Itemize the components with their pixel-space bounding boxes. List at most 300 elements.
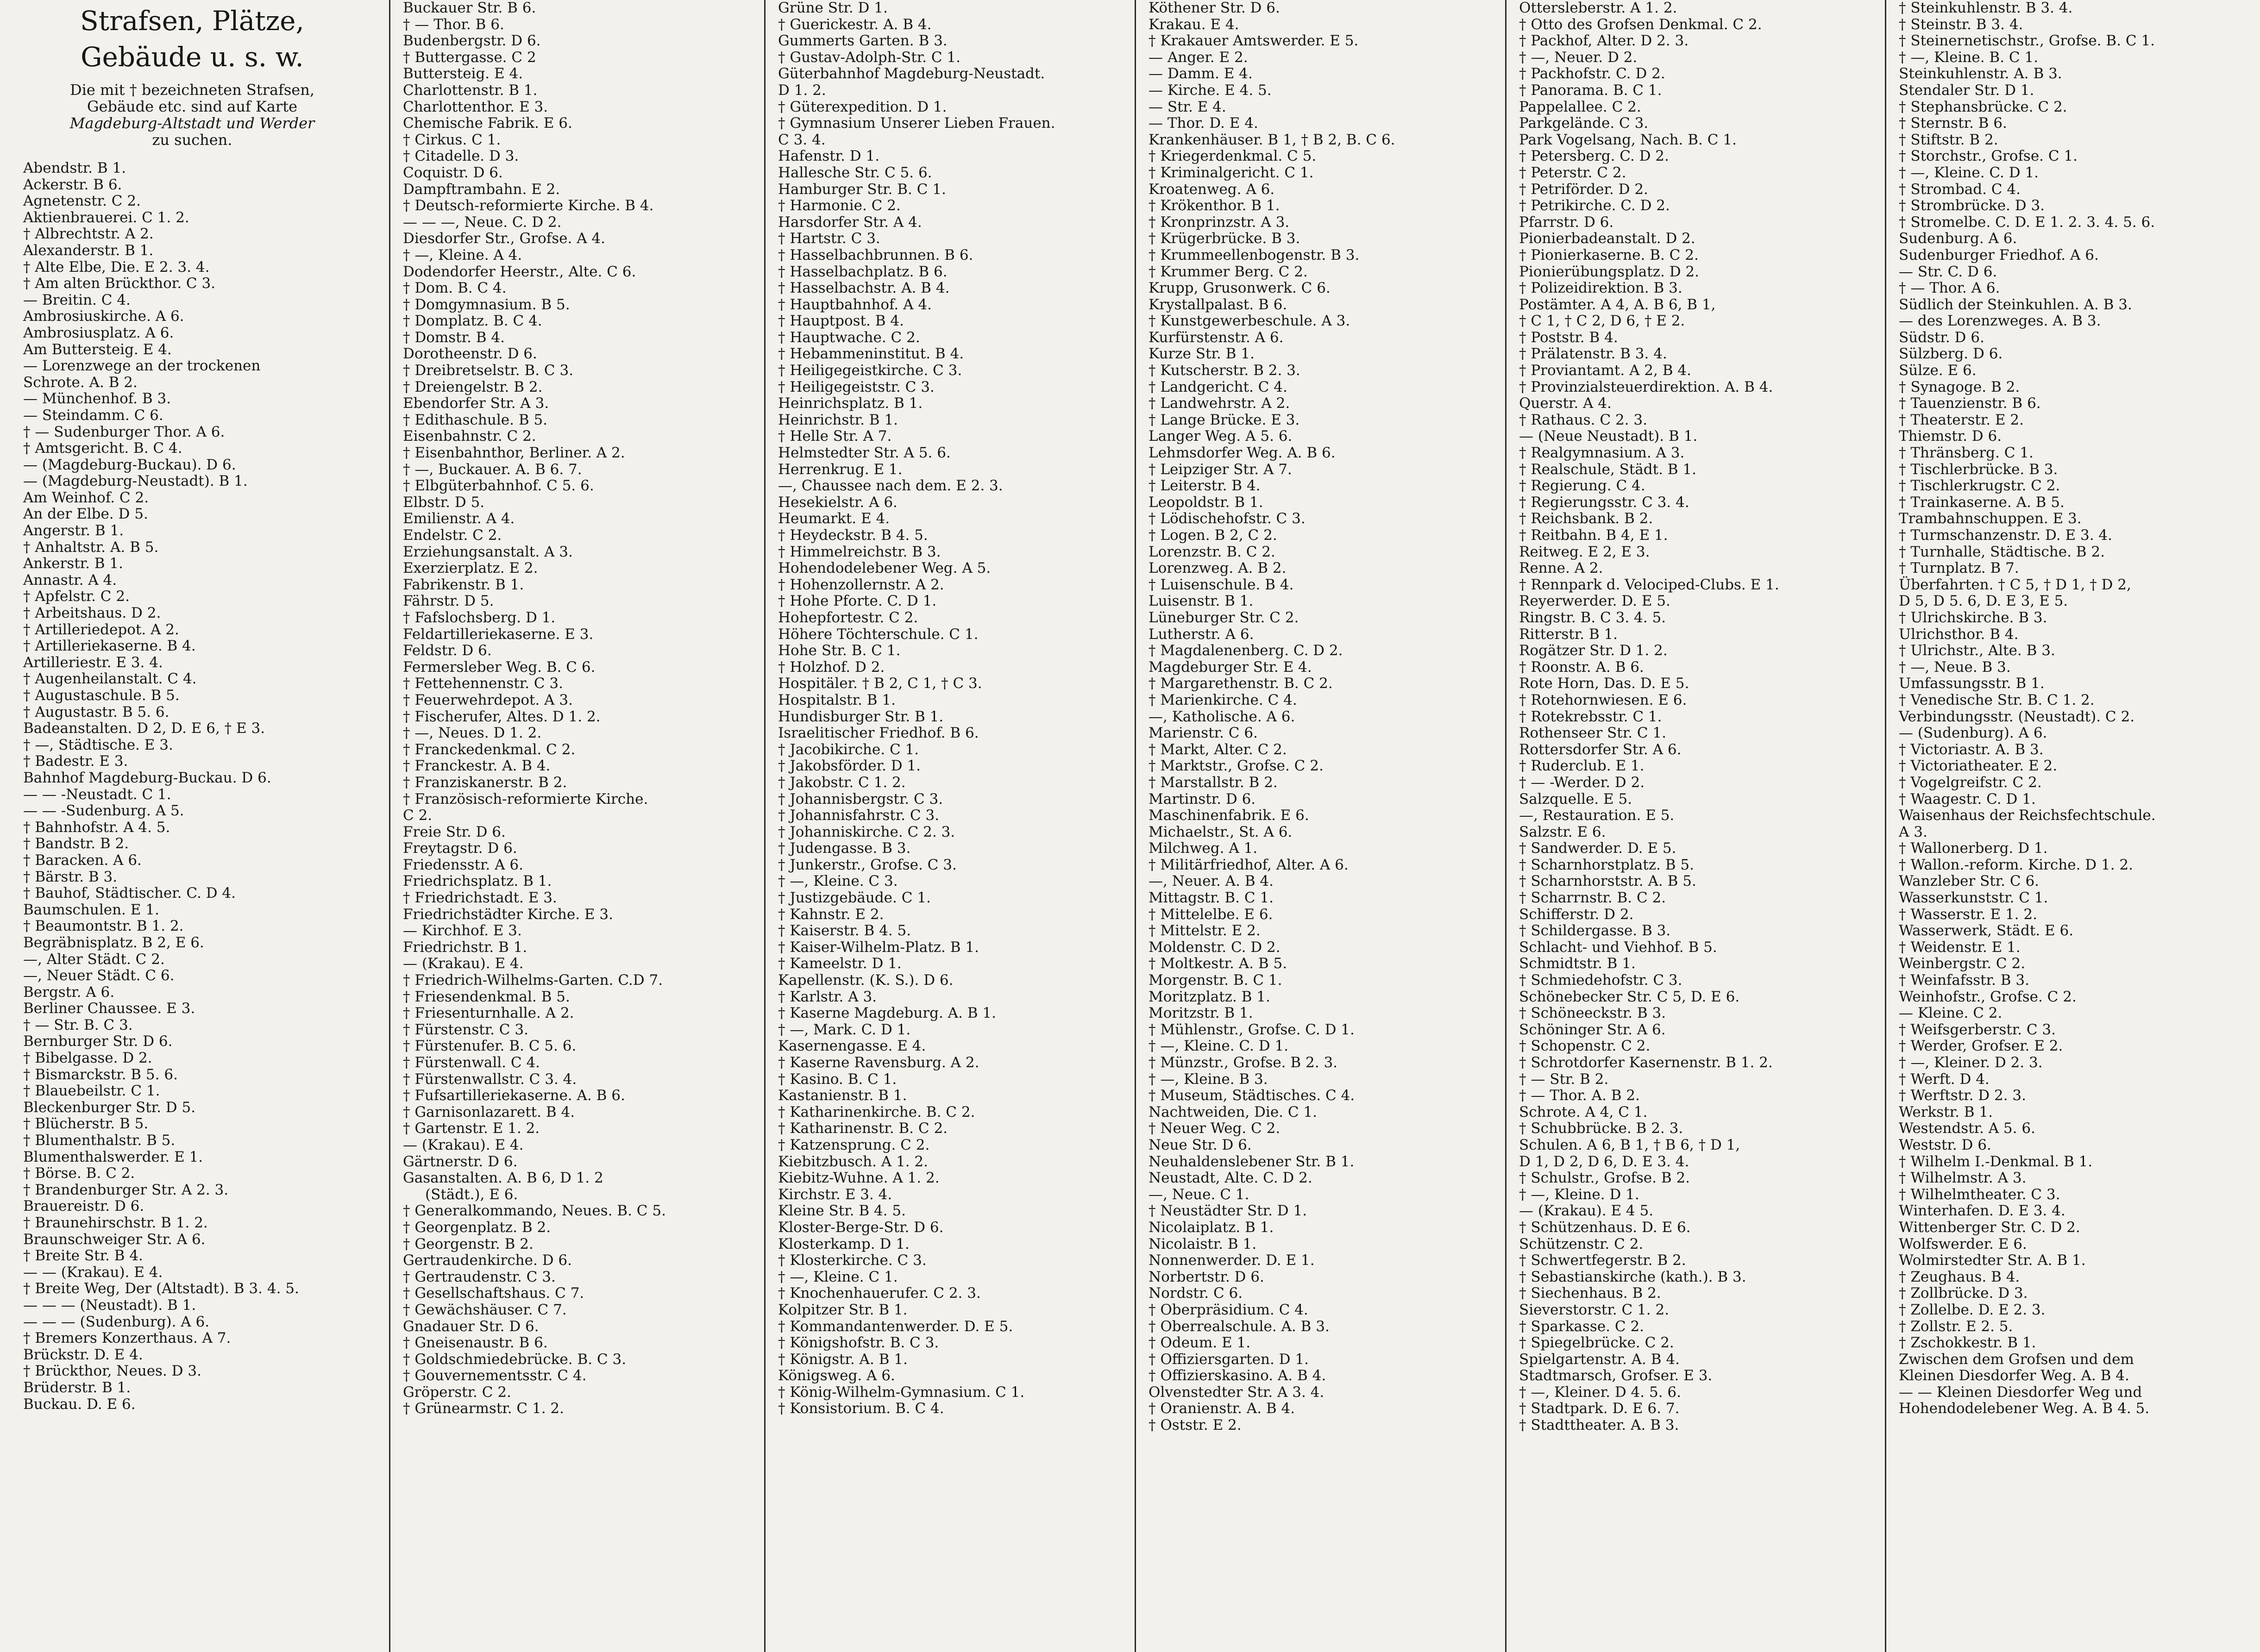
index-entry: † Vogelgreifstr. C 2. bbox=[1899, 774, 2042, 791]
index-entry: Agnetenstr. C 2. bbox=[23, 193, 141, 210]
index-entry: † Schulstr., Grofse. B 2. bbox=[1519, 1170, 1690, 1187]
index-entry: Lüneburger Str. C 2. bbox=[1149, 609, 1299, 626]
index-entry: Israelitischer Friedhof. B 6. bbox=[778, 725, 979, 742]
index-entry: Hamburger Str. B. C 1. bbox=[778, 181, 946, 198]
index-entry: † Gartenstr. E 1. 2. bbox=[403, 1120, 540, 1137]
index-entry: Friedrichsplatz. B 1. bbox=[403, 873, 552, 890]
index-column-4 bbox=[1144, 0, 1491, 1652]
index-entry: † Citadelle. D 3. bbox=[403, 148, 519, 165]
index-entry: Salzquelle. E 5. bbox=[1519, 790, 1632, 807]
index-entry: Hesekielstr. A 6. bbox=[778, 494, 898, 511]
index-entry: † Wilhelm I.-Denkmal. B 1. bbox=[1899, 1153, 2093, 1170]
index-entry: † Krakauer Amtswerder. E 5. bbox=[1149, 32, 1359, 50]
index-entry: † Zollelbe. D. E 2. 3. bbox=[1899, 1301, 2046, 1318]
index-entry: † Steinstr. B 3. 4. bbox=[1899, 16, 2023, 33]
index-entry: Rote Horn, Das. D. E 5. bbox=[1519, 675, 1689, 692]
index-entry: — Steindamm. C 6. bbox=[23, 407, 163, 424]
index-entry: † Goldschmiedebrücke. B. C 3. bbox=[403, 1351, 627, 1368]
index-entry: —, Neue. C 1. bbox=[1149, 1186, 1249, 1203]
index-entry: † Georgenplatz. B 2. bbox=[403, 1219, 551, 1236]
index-entry: † Fischerufer, Altes. D 1. 2. bbox=[403, 708, 601, 725]
index-entry: Kurfürstenstr. A 6. bbox=[1149, 329, 1284, 346]
index-entry: † Generalkommando, Neues. B. C 5. bbox=[403, 1202, 666, 1220]
index-entry: † —, Kleine. C. D 1. bbox=[1899, 164, 2039, 181]
index-entry: Feldartilleriekaserne. E 3. bbox=[403, 626, 594, 643]
index-entry: Schrote. A 4, C 1. bbox=[1519, 1103, 1648, 1120]
index-entry: — — Kleinen Diesdorfer Weg und bbox=[1899, 1383, 2142, 1401]
index-entry: Elbstr. D 5. bbox=[403, 494, 485, 511]
index-entry: † Stephansbrücke. C 2. bbox=[1899, 98, 2067, 115]
index-entry: † Breite Weg, Der (Altstadt). B 3. 4. 5. bbox=[23, 1280, 299, 1297]
index-entry: — Str. E 4. bbox=[1149, 98, 1226, 115]
index-entry: Pappelallee. C 2. bbox=[1519, 98, 1641, 115]
index-entry: † Schöneeckstr. B 3. bbox=[1519, 1005, 1666, 1022]
index-entry: Friedrichstädter Kirche. E 3. bbox=[403, 906, 613, 923]
index-entry: † —, Kleiner. D 4. 5. 6. bbox=[1519, 1383, 1681, 1401]
index-entry: Marienstr. C 6. bbox=[1149, 725, 1258, 742]
index-entry: † Edithaschule. B 5. bbox=[403, 411, 548, 428]
index-entry: — (Sudenburg). A 6. bbox=[1899, 725, 2047, 742]
index-entry: Schrote. A. B 2. bbox=[23, 374, 138, 391]
index-entry: † Beaumontstr. B 1. 2. bbox=[23, 918, 184, 935]
index-entry: † Münzstr., Grofse. B 2. 3. bbox=[1149, 1054, 1338, 1071]
index-entry: Sudenburger Friedhof. A 6. bbox=[1899, 246, 2099, 263]
index-entry: † Packhofstr. C. D 2. bbox=[1519, 65, 1665, 82]
index-entry: Buttersteig. E 4. bbox=[403, 65, 523, 82]
index-entry: † Jacobikirche. C 1. bbox=[778, 741, 919, 758]
index-entry: C 2. bbox=[403, 807, 433, 824]
index-entry: † Scharnhorststr. A. B 5. bbox=[1519, 873, 1696, 890]
index-entry: † Bandstr. B 2. bbox=[23, 835, 129, 852]
index-entry: Am Weinhof. C 2. bbox=[23, 489, 149, 506]
index-entry: † C 1, † C 2, D 6, † E 2. bbox=[1519, 313, 1685, 330]
index-entry: Freie Str. D 6. bbox=[403, 823, 506, 840]
index-entry: Neue Str. D 6. bbox=[1149, 1136, 1252, 1153]
index-entry: † Bahnhofstr. A 4. 5. bbox=[23, 819, 170, 836]
index-entry: † Krökenthor. B 1. bbox=[1149, 197, 1280, 214]
column-divider bbox=[764, 0, 766, 1652]
index-entry: † Hauptpost. B 4. bbox=[778, 313, 904, 330]
index-entry: † Fürstenwallstr. C 3. 4. bbox=[403, 1070, 577, 1088]
index-entry: Endelstr. C 2. bbox=[403, 527, 502, 544]
index-entry: † Kaserne Magdeburg. A. B 1. bbox=[778, 1005, 996, 1022]
index-entry: Buckau. D. E 6. bbox=[23, 1395, 136, 1413]
index-entry: † Ruderclub. E 1. bbox=[1519, 757, 1645, 775]
index-entry: † Victoriastr. A. B 3. bbox=[1899, 741, 2044, 758]
index-entry: † — Str. B. C 3. bbox=[23, 1016, 133, 1033]
index-entry: † Kunstgewerbeschule. A 3. bbox=[1149, 313, 1350, 330]
index-entry: Rothenseer Str. C 1. bbox=[1519, 725, 1666, 742]
index-entry: Brauereistr. D 6. bbox=[23, 1198, 144, 1215]
index-entry: † Werder, Grofser. E 2. bbox=[1899, 1038, 2063, 1055]
index-entry: † Bismarckstr. B 5. 6. bbox=[23, 1066, 178, 1083]
index-entry: Wasserkunststr. C 1. bbox=[1899, 889, 2048, 907]
index-entry: † Zollstr. E 2. 5. bbox=[1899, 1318, 2013, 1335]
index-entry: Coquistr. D 6. bbox=[403, 164, 503, 181]
column-divider bbox=[1135, 0, 1136, 1652]
index-entry: — — -Sudenburg. A 5. bbox=[23, 802, 184, 820]
index-entry: A 3. bbox=[1899, 823, 1927, 840]
index-entry: † — Thor. A. B 2. bbox=[1519, 1087, 1640, 1104]
legend-note bbox=[23, 81, 361, 148]
index-entry: † Werftstr. D 2. 3. bbox=[1899, 1087, 2026, 1104]
entry-list bbox=[403, 0, 741, 1417]
index-entry: † — Thor. A 6. bbox=[1899, 280, 2000, 297]
index-entry: † Kriminalgericht. C 1. bbox=[1149, 164, 1314, 181]
index-entry: Kastanienstr. B 1. bbox=[778, 1087, 907, 1104]
index-entry: † Otto des Grofsen Denkmal. C 2. bbox=[1519, 16, 1762, 33]
index-entry: † Venedische Str. B. C 1. 2. bbox=[1899, 691, 2095, 708]
index-entry: † Pionierkaserne. B. C 2. bbox=[1519, 246, 1699, 263]
index-entry: Zwischen dem Grofsen und dem bbox=[1899, 1351, 2134, 1368]
index-entry: † Neuer Weg. C 2. bbox=[1149, 1120, 1281, 1137]
index-entry: Kirchstr. E 3. 4. bbox=[778, 1186, 892, 1203]
index-entry: † Ulrichstr., Alte. B 3. bbox=[1899, 642, 2055, 659]
index-entry: Neuhaldenslebener Str. B 1. bbox=[1149, 1153, 1355, 1170]
index-entry: † Alte Elbe, Die. E 2. 3. 4. bbox=[23, 258, 210, 275]
index-entry: Sülzberg. D 6. bbox=[1899, 345, 2003, 363]
index-entry: † Hartstr. C 3. bbox=[778, 230, 880, 247]
index-entry: † Franckedenkmal. C 2. bbox=[403, 741, 576, 758]
index-entry: Olvenstedter Str. A 3. 4. bbox=[1149, 1383, 1325, 1401]
index-entry: Schützenstr. C 2. bbox=[1519, 1235, 1644, 1252]
index-entry: Rottersdorfer Str. A 6. bbox=[1519, 741, 1682, 758]
entry-list bbox=[1519, 0, 1857, 1434]
index-entry: † Weinfafsstr. B 3. bbox=[1899, 972, 2029, 989]
index-entry: † —, Neues. D 1. 2. bbox=[403, 725, 542, 742]
index-entry: † Strombad. C 4. bbox=[1899, 181, 2021, 198]
index-entry: Dodendorfer Heerstr., Alte. C 6. bbox=[403, 263, 636, 280]
index-entry: † Polizeidirektion. B 3. bbox=[1519, 280, 1682, 297]
index-entry: † Gesellschaftshaus. C 7. bbox=[403, 1285, 584, 1302]
index-entry: † Hasselbachplatz. B 6. bbox=[778, 263, 948, 280]
index-entry: Abendstr. B 1. bbox=[23, 160, 126, 176]
index-entry: † Logen. B 2, C 2. bbox=[1149, 527, 1277, 544]
index-entry: Kiebitzbusch. A 1. 2. bbox=[778, 1153, 928, 1170]
index-entry: Köthener Str. D 6. bbox=[1149, 0, 1280, 16]
index-entry: † Wilhelmtheater. C 3. bbox=[1899, 1186, 2060, 1203]
index-entry: † Proviantamt. A 2, B 4. bbox=[1519, 362, 1691, 379]
index-entry: † Luisenschule. B 4. bbox=[1149, 576, 1294, 593]
index-entry: † Krummeellenbogenstr. B 3. bbox=[1149, 246, 1360, 263]
index-entry: —, Katholische. A 6. bbox=[1149, 708, 1295, 725]
index-entry: Heinrichstr. B 1. bbox=[778, 411, 898, 428]
index-entry: † Französisch-reformierte Kirche. bbox=[403, 790, 648, 807]
index-entry: Aktienbrauerei. C 1. 2. bbox=[23, 209, 189, 226]
index-entry: Gnadauer Str. D 6. bbox=[403, 1318, 539, 1335]
index-entry: † — Sudenburger Thor. A 6. bbox=[23, 423, 225, 440]
entry-list bbox=[1149, 0, 1487, 1434]
index-entry: † Buttergasse. C 2 bbox=[403, 49, 536, 66]
index-entry: Krankenhäuser. B 1, † B 2, B. C 6. bbox=[1149, 131, 1395, 148]
index-entry: † Markt, Alter. C 2. bbox=[1149, 741, 1287, 758]
index-entry: † Oststr. E 2. bbox=[1149, 1417, 1242, 1434]
index-entry: C 3. 4. bbox=[778, 131, 826, 148]
index-entry: † Petersberg. C. D 2. bbox=[1519, 148, 1669, 165]
index-entry: † Königstr. A. B 1. bbox=[778, 1351, 908, 1368]
index-entry: † Kriegerdenkmal. C 5. bbox=[1149, 148, 1317, 165]
index-entry: † Stiftstr. B 2. bbox=[1899, 131, 1998, 148]
index-entry: † Margarethenstr. B. C 2. bbox=[1149, 675, 1333, 692]
index-entry: † Weifsgerberstr. C 3. bbox=[1899, 1021, 2056, 1038]
index-entry: † Museum, Städtisches. C 4. bbox=[1149, 1087, 1355, 1104]
index-heading bbox=[23, 3, 361, 75]
index-entry: † —, Mark. C. D 1. bbox=[778, 1021, 911, 1038]
index-entry: Grüne Str. D 1. bbox=[778, 0, 888, 16]
index-entry: † Waagestr. C. D 1. bbox=[1899, 790, 2036, 807]
entry-list bbox=[778, 0, 1116, 1417]
index-entry: Blumenthalswerder. E 1. bbox=[23, 1148, 203, 1165]
index-entry: Sieverstorstr. C 1. 2. bbox=[1519, 1301, 1670, 1318]
index-entry: † Marienkirche. C 4. bbox=[1149, 691, 1297, 708]
index-entry: † Artilleriedepot. A 2. bbox=[23, 621, 179, 638]
index-entry: † Hohenzollernstr. A 2. bbox=[778, 576, 944, 593]
index-entry: Gummerts Garten. B 3. bbox=[778, 32, 948, 50]
index-entry: — Str. C. D 6. bbox=[1899, 263, 1997, 280]
index-entry: † Blauebeilstr. C 1. bbox=[23, 1083, 160, 1100]
index-entry: † Dom. B. C 4. bbox=[403, 280, 507, 297]
index-entry: † Packhof, Alter. D 2. 3. bbox=[1519, 32, 1689, 50]
index-entry: † Tischlerkrugstr. C 2. bbox=[1899, 477, 2060, 494]
index-entry: Milchweg. A 1. bbox=[1149, 840, 1258, 857]
index-entry: Dampftrambahn. E 2. bbox=[403, 181, 560, 198]
index-entry: Nachtweiden, Die. C 1. bbox=[1149, 1103, 1318, 1120]
index-entry: † Moltkestr. A. B 5. bbox=[1149, 955, 1287, 972]
index-entry: † Judengasse. B 3. bbox=[778, 840, 911, 857]
index-entry: Magdeburger Str. E 4. bbox=[1149, 658, 1312, 676]
index-entry: Gröperstr. C 2. bbox=[403, 1383, 511, 1401]
index-entry: † Augenheilanstalt. C 4. bbox=[23, 670, 197, 688]
index-entry: Charlottenstr. B 1. bbox=[403, 81, 538, 99]
index-entry: Berliner Chaussee. E 3. bbox=[23, 1000, 195, 1017]
index-entry: — Münchenhof. B 3. bbox=[23, 390, 171, 407]
index-entry: † Siechenhaus. B 2. bbox=[1519, 1285, 1661, 1302]
index-entry: † Zeughaus. B 4. bbox=[1899, 1268, 2020, 1285]
index-entry: Ambrosiuskirche. A 6. bbox=[23, 308, 184, 325]
index-entry: † Turnplatz. B 7. bbox=[1899, 560, 2019, 577]
index-entry: — (Magdeburg-Buckau). D 6. bbox=[23, 456, 236, 473]
index-entry: † Ulrichskirche. B 3. bbox=[1899, 609, 2047, 626]
index-entry: Südlich der Steinkuhlen. A. B 3. bbox=[1899, 296, 2132, 313]
index-entry: † Deutsch-reformierte Kirche. B 4. bbox=[403, 197, 654, 214]
index-entry: † Tauenzienstr. B 6. bbox=[1899, 395, 2041, 412]
index-entry: † Neustädter Str. D 1. bbox=[1149, 1202, 1307, 1220]
index-entry: † Rennpark d. Velociped-Clubs. E 1. bbox=[1519, 576, 1779, 593]
index-entry: † Bauhof, Städtischer. C. D 4. bbox=[23, 885, 236, 902]
index-entry: † Roonstr. A. B 6. bbox=[1519, 658, 1644, 676]
index-entry: Erziehungsanstalt. A 3. bbox=[403, 543, 573, 560]
index-entry: † Sebastianskirche (kath.). B 3. bbox=[1519, 1268, 1746, 1285]
index-entry: Königsweg. A 6. bbox=[778, 1367, 895, 1384]
index-entry: Diesdorfer Str., Grofse. A 4. bbox=[403, 230, 606, 247]
index-entry: † Katharinenkirche. B. C 2. bbox=[778, 1103, 975, 1120]
index-entry: † Oberpräsidium. C 4. bbox=[1149, 1301, 1308, 1318]
index-entry: Bergstr. A 6. bbox=[23, 983, 115, 1001]
index-entry: † Arbeitshaus. D 2. bbox=[23, 605, 161, 622]
index-entry: † Thränsberg. C 1. bbox=[1899, 444, 2034, 462]
index-entry: Fährstr. D 5. bbox=[403, 593, 494, 610]
index-entry: † Johannisfahrstr. C 3. bbox=[778, 807, 940, 824]
index-entry: † Bibelgasse. D 2. bbox=[23, 1050, 152, 1067]
index-entry: Steinkuhlenstr. A. B 3. bbox=[1899, 65, 2062, 82]
index-entry: Ebendorfer Str. A 3. bbox=[403, 395, 549, 412]
index-entry: † Johannisbergstr. C 3. bbox=[778, 790, 943, 807]
index-entry: Ottersleberstr. A 1. 2. bbox=[1519, 0, 1677, 16]
index-entry: Moritzstr. B 1. bbox=[1149, 1005, 1253, 1022]
index-entry: (Städt.), E 6. bbox=[425, 1186, 518, 1203]
index-entry: † Hauptwache. C 2. bbox=[778, 329, 920, 346]
index-entry: † —, Kleine. D 1. bbox=[1519, 1186, 1639, 1203]
index-entry: Ringstr. B. C 3. 4. 5. bbox=[1519, 609, 1666, 626]
index-entry: Kapellenstr. (K. S.). D 6. bbox=[778, 972, 954, 989]
index-entry: † König-Wilhelm-Gymnasium. C 1. bbox=[778, 1383, 1025, 1401]
index-entry: Lorenzweg. A. B 2. bbox=[1149, 560, 1287, 577]
index-entry: Lutherstr. A 6. bbox=[1149, 626, 1254, 643]
column-divider bbox=[389, 0, 390, 1652]
index-entry: Emilienstr. A 4. bbox=[403, 510, 515, 527]
index-entry: † Wasserstr. E 1. 2. bbox=[1899, 906, 2037, 923]
index-entry: Am Buttersteig. E 4. bbox=[23, 341, 172, 358]
index-entry: † Wallonerberg. D 1. bbox=[1899, 840, 2048, 857]
index-entry: † Regierungsstr. C 3. 4. bbox=[1519, 494, 1689, 511]
index-entry: † —, Kleine. C 1. bbox=[778, 1268, 898, 1285]
index-entry: † Heiligegeiststr. C 3. bbox=[778, 378, 935, 395]
index-entry: Winterhafen. D. E 3. 4. bbox=[1899, 1202, 2065, 1220]
index-entry: † —, Buckauer. A. B 6. 7. bbox=[403, 461, 582, 478]
index-entry: † — Thor. B 6. bbox=[403, 16, 504, 33]
index-entry: † —, Kleine. B 3. bbox=[1149, 1070, 1268, 1088]
index-entry: Leopoldstr. B 1. bbox=[1149, 494, 1263, 511]
index-entry: † Magdalenenberg. C. D 2. bbox=[1149, 642, 1343, 659]
index-entry: Maschinenfabrik. E 6. bbox=[1149, 807, 1309, 824]
index-entry: † Blumenthalstr. B 5. bbox=[23, 1132, 176, 1149]
index-entry: D 5, D 5. 6, D. E 3, E 5. bbox=[1899, 593, 2068, 610]
index-entry: † Odeum. E 1. bbox=[1149, 1334, 1251, 1352]
index-entry: Alexanderstr. B 1. bbox=[23, 242, 154, 259]
index-entry: † —, Neue. B 3. bbox=[1899, 658, 2011, 676]
index-entry: Fermersleber Weg. B. C 6. bbox=[403, 658, 596, 676]
index-column-5 bbox=[1514, 0, 1862, 1652]
index-entry: † Karlstr. A 3. bbox=[778, 988, 877, 1005]
index-entry: † Landwehrstr. A 2. bbox=[1149, 395, 1290, 412]
entry-list bbox=[23, 160, 361, 1413]
index-entry: † Konsistorium. B. C 4. bbox=[778, 1400, 944, 1417]
index-entry: † —, Neuer. D 2. bbox=[1519, 49, 1638, 66]
index-entry: † Lödischehofstr. C 3. bbox=[1149, 510, 1306, 527]
index-entry: Nicolaistr. B 1. bbox=[1149, 1235, 1257, 1252]
index-entry: — — —, Neue. C. D 2. bbox=[403, 213, 562, 231]
index-entry: † Militärfriedhof, Alter. A 6. bbox=[1149, 856, 1349, 873]
index-entry: † Hebammeninstitut. B 4. bbox=[778, 345, 964, 363]
index-entry: † Artilleriekaserne. B 4. bbox=[23, 638, 196, 655]
index-entry: Herrenkrug. E 1. bbox=[778, 461, 903, 478]
index-entry: — — -Neustadt. C 1. bbox=[23, 786, 171, 803]
index-entry: † Scharnhorstplatz. B 5. bbox=[1519, 856, 1694, 873]
index-entry: — des Lorenzweges. A. B 3. bbox=[1899, 313, 2101, 330]
index-entry: † Fufsartilleriekaserne. A. B 6. bbox=[403, 1087, 625, 1104]
index-entry: Nicolaiplatz. B 1. bbox=[1149, 1219, 1274, 1236]
index-entry: † Friedrichstadt. E 3. bbox=[403, 889, 557, 907]
index-entry: Lehmsdorfer Weg. A. B 6. bbox=[1149, 444, 1336, 462]
index-entry: Kasernengasse. E 4. bbox=[778, 1038, 926, 1055]
index-entry: Hohe Str. B. C 1. bbox=[778, 642, 901, 659]
index-entry: † Kaiserstr. B 4. 5. bbox=[778, 922, 911, 939]
index-entry: † Katzensprung. C 2. bbox=[778, 1136, 930, 1153]
index-entry: Kiebitz-Wuhne. A 1. 2. bbox=[778, 1170, 940, 1187]
heading-line-1: Strafsen, Plätze, bbox=[80, 5, 304, 37]
index-entry: † Domstr. B 4. bbox=[403, 329, 505, 346]
index-entry: Fabrikenstr. B 1. bbox=[403, 576, 524, 593]
index-entry: † Krügerbrücke. B 3. bbox=[1149, 230, 1300, 247]
index-entry: — (Krakau). E 4. bbox=[403, 955, 524, 972]
index-entry: † Landgericht. C 4. bbox=[1149, 378, 1287, 395]
index-entry: † Petrikirche. C. D 2. bbox=[1519, 197, 1670, 214]
index-entry: † Realgymnasium. A 3. bbox=[1519, 444, 1685, 462]
index-entry: —, Neuer. A. B 4. bbox=[1149, 873, 1274, 890]
index-entry: † Friedrich-Wilhelms-Garten. C.D 7. bbox=[403, 972, 663, 989]
index-entry: † Georgenstr. B 2. bbox=[403, 1235, 534, 1252]
index-entry: Pfarrstr. D 6. bbox=[1519, 213, 1614, 231]
index-entry: Reyerwerder. D. E 5. bbox=[1519, 593, 1670, 610]
index-entry: † —, Kleiner. D 2. 3. bbox=[1899, 1054, 2043, 1071]
index-entry: Höhere Töchterschule. C 1. bbox=[778, 626, 979, 643]
index-entry: † Prälatenstr. B 3. 4. bbox=[1519, 345, 1667, 363]
index-entry: Kroatenweg. A 6. bbox=[1149, 181, 1275, 198]
index-entry: † Domplatz. B. C 4. bbox=[403, 313, 542, 330]
index-entry: — (Krakau). E 4. bbox=[403, 1136, 524, 1153]
index-entry: Schöninger Str. A 6. bbox=[1519, 1021, 1666, 1038]
index-entry: † Fürstenwall. C 4. bbox=[403, 1054, 540, 1071]
index-entry: † — -Werder. D 2. bbox=[1519, 774, 1645, 791]
index-entry: Kloster-Berge-Str. D 6. bbox=[778, 1219, 944, 1236]
index-entry: —, Chaussee nach dem. E 2. 3. bbox=[778, 477, 1003, 494]
index-entry: † Leipziger Str. A 7. bbox=[1149, 461, 1292, 478]
index-entry: † Oranienstr. A. B 4. bbox=[1149, 1400, 1295, 1417]
index-entry: † Wallon.-reform. Kirche. D 1. 2. bbox=[1899, 856, 2134, 873]
index-entry: † Bärstr. B 3. bbox=[23, 868, 118, 885]
index-entry: † Kasino. B. C 1. bbox=[778, 1070, 897, 1088]
index-entry: † Harmonie. C 2. bbox=[778, 197, 901, 214]
index-entry: Kolpitzer Str. B 1. bbox=[778, 1301, 908, 1318]
index-entry: Feldstr. D 6. bbox=[403, 642, 492, 659]
index-entry: Pionierbadeanstalt. D 2. bbox=[1519, 230, 1695, 247]
index-entry: † Bremers Konzerthaus. A 7. bbox=[23, 1330, 231, 1347]
index-entry: Baumschulen. E 1. bbox=[23, 901, 159, 918]
index-entry: Nordstr. C 6. bbox=[1149, 1285, 1243, 1302]
index-entry: An der Elbe. D 5. bbox=[23, 506, 148, 523]
index-entry: Morgenstr. B. C 1. bbox=[1149, 972, 1282, 989]
index-entry: Westendstr. A 5. 6. bbox=[1899, 1120, 2035, 1137]
index-entry: Langer Weg. A 5. 6. bbox=[1149, 428, 1293, 445]
index-entry: † Mühlenstr., Grofse. C. D 1. bbox=[1149, 1021, 1355, 1038]
index-entry: † Kronprinzstr. A 3. bbox=[1149, 213, 1290, 231]
index-column-6 bbox=[1894, 0, 2241, 1652]
index-entry: Helmstedter Str. A 5. 6. bbox=[778, 444, 951, 462]
index-entry: Mittagstr. B. C 1. bbox=[1149, 889, 1274, 907]
index-entry: Parkgelände. C 3. bbox=[1519, 115, 1649, 132]
index-entry: † Victoriatheater. E 2. bbox=[1899, 757, 2058, 775]
index-entry: Lorenzstr. B. C 2. bbox=[1149, 543, 1275, 560]
index-entry: † Strombrücke. D 3. bbox=[1899, 197, 2045, 214]
index-entry: † Storchstr., Grofse. C 1. bbox=[1899, 148, 2078, 165]
index-entry: † Klosterkirche. C 3. bbox=[778, 1252, 927, 1269]
index-entry: † Peterstr. C 2. bbox=[1519, 164, 1626, 181]
index-entry: Gasanstalten. A. B 6, D 1. 2 bbox=[403, 1170, 603, 1187]
index-entry: † Offizierskasino. A. B 4. bbox=[1149, 1367, 1326, 1384]
index-entry: Salzstr. E 6. bbox=[1519, 823, 1606, 840]
index-entry: Freytagstr. D 6. bbox=[403, 840, 517, 857]
index-entry: † Apfelstr. C 2. bbox=[23, 588, 130, 605]
